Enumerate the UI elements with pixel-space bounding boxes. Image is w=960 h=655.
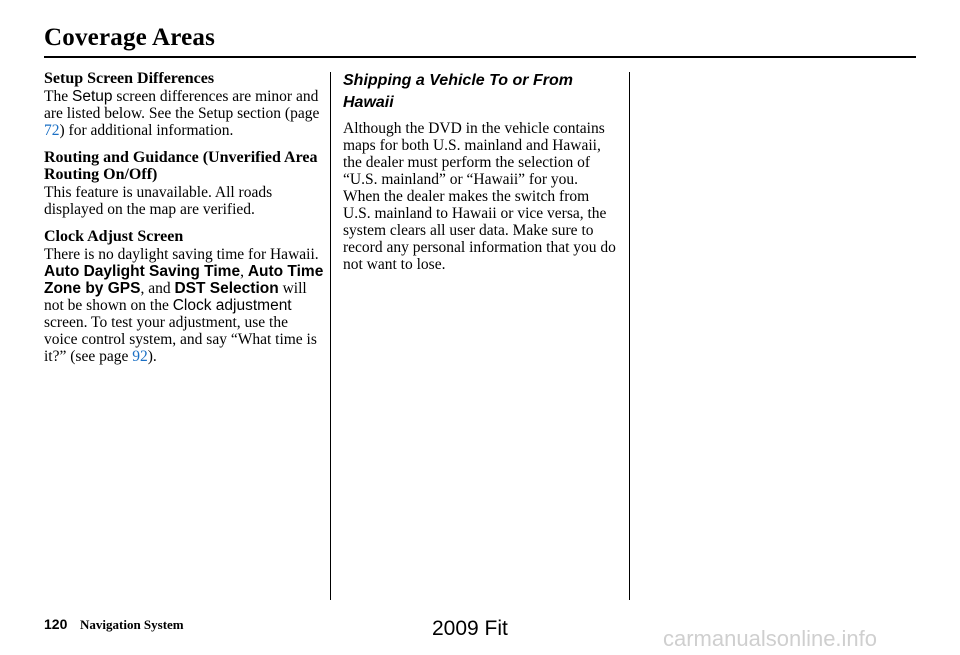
ui-term-auto-dst: Auto Daylight Saving Time — [44, 263, 241, 280]
site-watermark: carmanualsonline.info — [663, 626, 878, 651]
page-link-72[interactable]: 72 — [44, 122, 60, 139]
title-rule — [44, 56, 916, 58]
section-body-clock: There is no daylight saving time for Hawaii. Auto Daylight Saving Time, Auto Time Zone by GPS, and DST Selection will not be shown on the Clock adjustment screen. To test your adjustment, use the voice control system, and say “What time is it?” (see page 92). — [44, 246, 324, 365]
left-column — [44, 70, 324, 365]
section-heading-clock: Clock Adjust Screen — [44, 228, 184, 245]
section-body-routing: This feature is unavailable. All roads displayed on the map are verified. — [44, 184, 273, 218]
section-heading-setup: Setup Screen Differences — [44, 70, 215, 87]
ui-term-auto-tz: Auto Time Zone by GPS — [44, 263, 324, 297]
footer-label: Navigation System — [80, 617, 184, 632]
ui-term-clock-adjustment: Clock adjustment — [172, 297, 292, 314]
ui-term-setup: Setup — [71, 88, 113, 105]
column-divider-right — [629, 72, 630, 600]
section-heading-shipping: Shipping a Vehicle To or From Hawaii — [343, 72, 573, 111]
column-divider-left — [330, 72, 331, 600]
section-body-setup: The Setup screen differences are minor and are listed below. See the Setup section (page 72) for additional information. — [44, 88, 320, 139]
ui-term-dst-selection: DST Selection — [174, 280, 279, 297]
page-title: Coverage Areas — [44, 24, 216, 51]
middle-column — [343, 70, 618, 273]
section-body-shipping: Although the DVD in the vehicle contains maps for both U.S. mainland and Hawaii, the dealer must perform the selection of “U.S. mainland” or “Hawaii” for you. When the dealer makes the switch from U.S. mainland to Hawaii or vice versa, the system clears all user data. Make sure to record any personal information that you do not want to lose. — [343, 120, 616, 273]
model-watermark: 2009 Fit — [432, 617, 508, 640]
page-number: 120 — [44, 616, 68, 632]
page-link-92[interactable]: 92 — [132, 348, 148, 365]
section-heading-routing: Routing and Guidance (Unverified Area Routing On/Off) — [44, 149, 318, 183]
